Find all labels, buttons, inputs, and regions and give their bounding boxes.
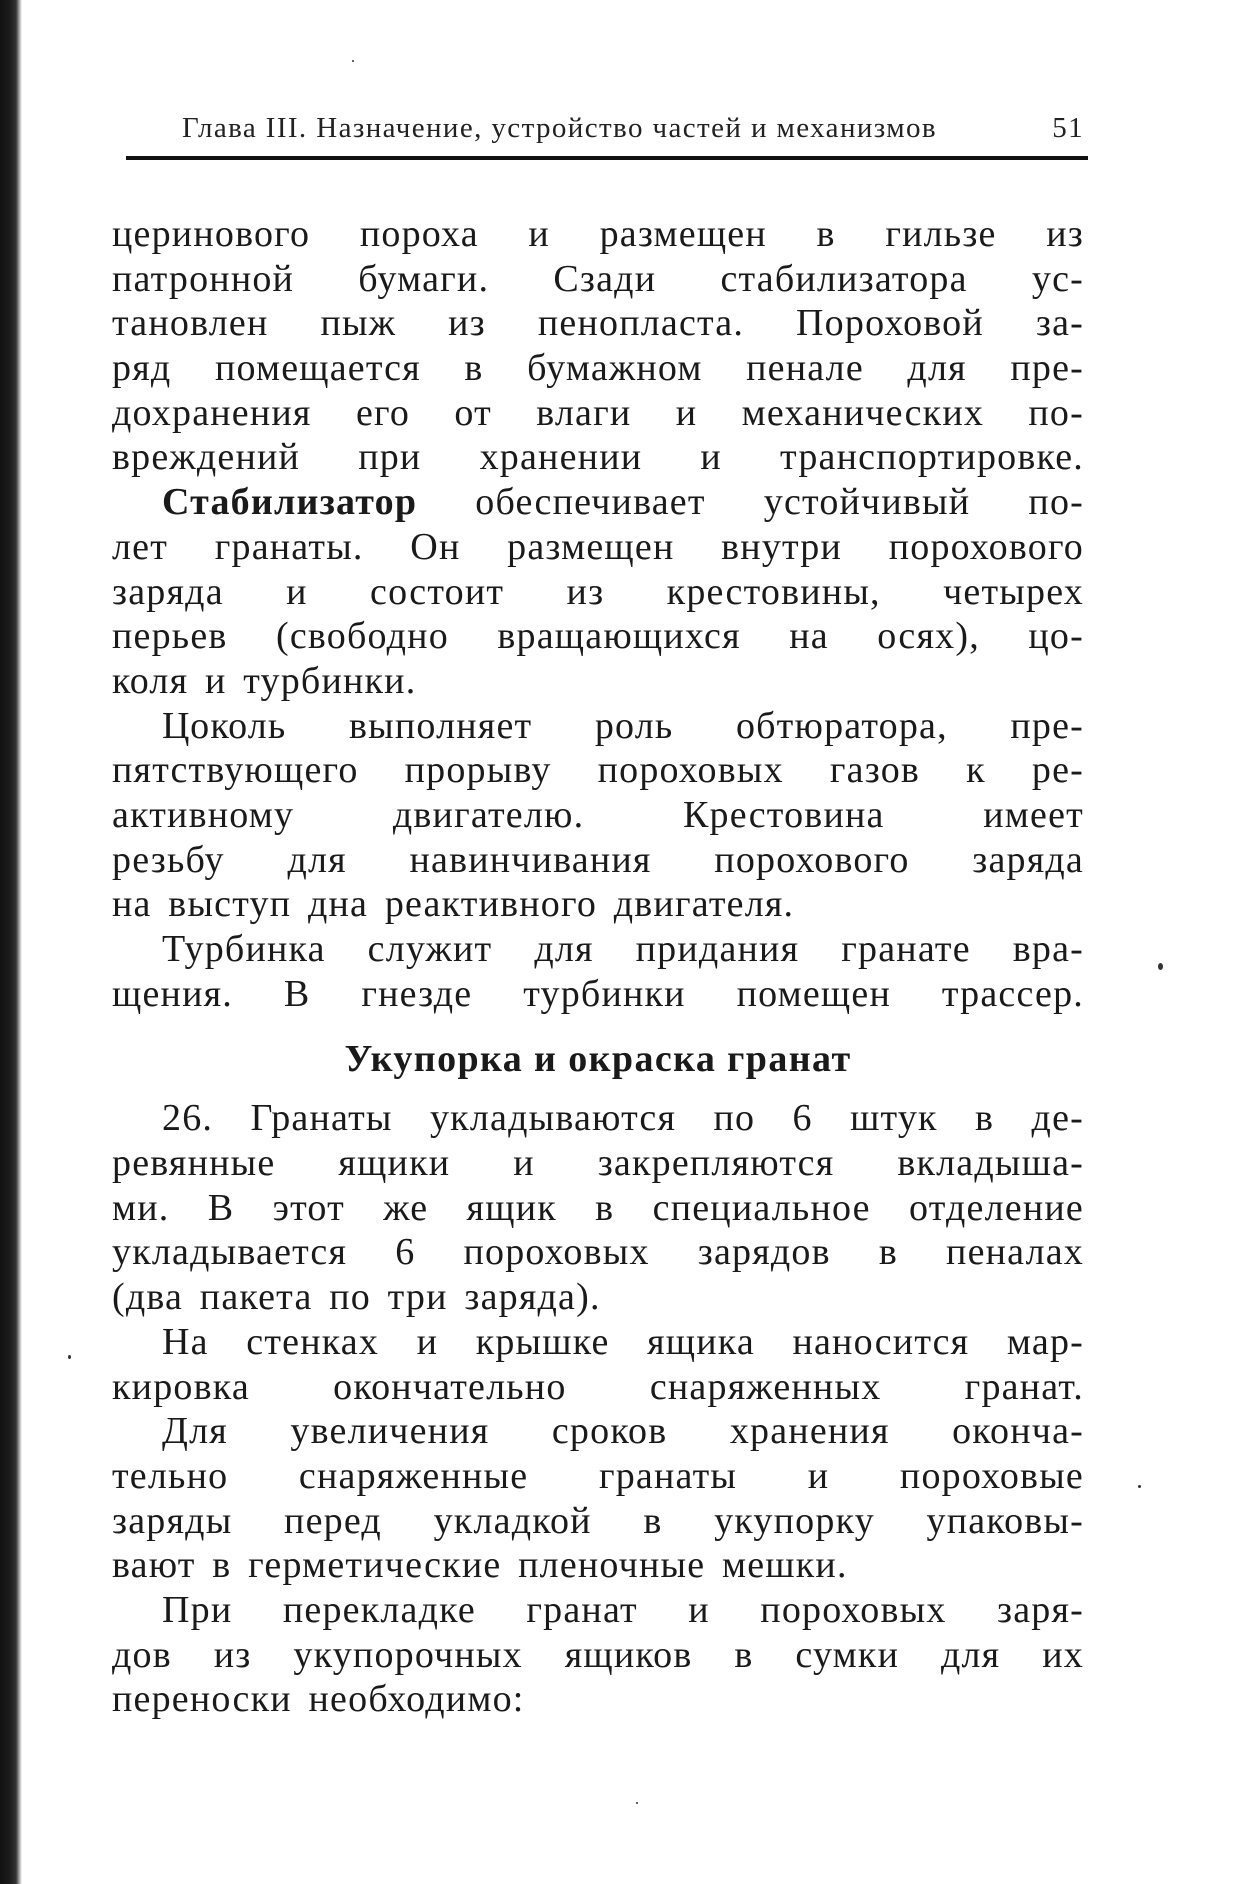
text-line	[112, 480, 1084, 525]
text-line: (два пакета по три заряда).	[112, 1276, 601, 1319]
text-line: на выступ дна реактивного двигателя.	[112, 883, 795, 926]
text-line: заряда и состоит из крестовины, четырех	[112, 570, 1084, 613]
text-line: патронной бумаги. Сзади стабилизатора ус-	[112, 257, 1084, 300]
text-line: вреждений при хранении и транспортировке.	[112, 436, 1084, 479]
text-line: Для увеличения сроков хранения оконча-	[162, 1410, 1084, 1453]
running-head	[182, 112, 1084, 145]
text-line: кировка окончательно снаряженных гранат.	[112, 1365, 1084, 1408]
page-body	[112, 212, 1084, 1722]
text-line: Цоколь выполняет роль обтюратора, пре-	[162, 704, 1084, 747]
text-line: лет гранаты. Он размещен внутри порохового	[112, 525, 1084, 568]
term-stabilizer: Стабилизатор	[162, 481, 418, 524]
text-line: Турбинка служит для придания гранате вра-	[162, 928, 1084, 970]
text-line: вают в герметические пленочные мешки.	[112, 1544, 848, 1587]
text-line: При перекладке гранат и пороховых заря-	[162, 1588, 1084, 1631]
text-line: тановлен пыж из пенопласта. Пороховой за-	[112, 302, 1084, 345]
text-line: ряд помещается в бумажном пенале для пре-	[112, 347, 1084, 390]
page-number: 51	[1052, 112, 1084, 144]
scan-speck	[352, 60, 354, 62]
text-line: дов из укупорочных ящиков в сумки для их	[112, 1633, 1084, 1676]
text-line: заряды перед укладкой в укупорку упаковы-	[112, 1499, 1084, 1542]
text-line: тельно снаряженные гранаты и пороховые	[112, 1454, 1084, 1497]
text-line: резьбу для навинчивания порохового заряда	[112, 838, 1084, 881]
scan-binding-edge	[0, 0, 22, 1884]
text-line: дохранения его от влаги и механических по-	[112, 391, 1084, 434]
text-line: щения. В гнезде турбинки помещен трассер.	[112, 972, 1084, 1015]
text-line: укладывается 6 пороховых зарядов в пеналах	[112, 1231, 1084, 1274]
text-line: пятствующего прорыву пороховых газов к ре-	[112, 749, 1084, 792]
running-title: Глава III. Назначение, устройство частей и механизмов	[182, 112, 937, 144]
text-line: перьев (свободно вращающихся на осях), цо-	[112, 615, 1084, 658]
header-rule	[126, 156, 1088, 160]
text-line: переноски необходимо:	[112, 1678, 525, 1721]
scan-speck	[1158, 963, 1163, 970]
text-line: ревянные ящики и закрепляются вкладыша-	[112, 1142, 1084, 1185]
text-line: На стенках и крышке ящика наносится мар-	[162, 1320, 1084, 1363]
scan-speck	[636, 1802, 638, 1804]
text-line: церинового пороха и размещен в гильзе из	[112, 213, 1084, 255]
scan-speck	[1138, 1485, 1141, 1488]
text-fragment: обеспечивает устойчивый по-	[417, 481, 1084, 524]
section-heading: Укупорка и окраска гранат	[344, 1038, 852, 1081]
text-line: ми. В этот же ящик в специальное отделение	[112, 1186, 1084, 1229]
text-line: 26. Гранаты укладываются по 6 штук в де-	[162, 1097, 1084, 1140]
scan-speck	[68, 1355, 71, 1359]
text-line: коля и турбинки.	[112, 659, 417, 702]
text-line: активному двигателю. Крестовина имеет	[112, 793, 1084, 836]
